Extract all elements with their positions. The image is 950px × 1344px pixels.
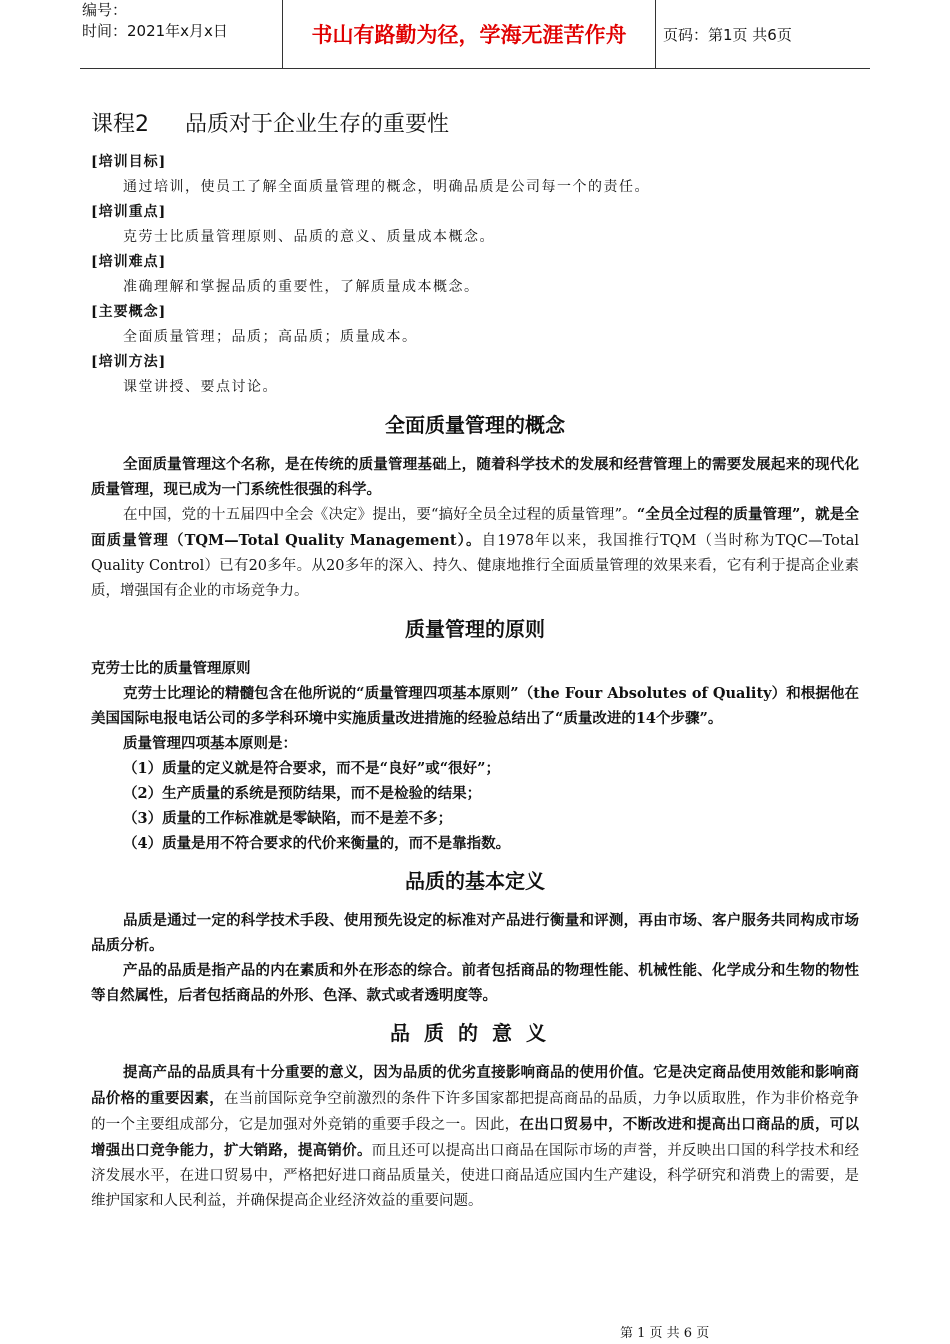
document-body (91, 108, 859, 1214)
principle-item: （3）质量的工作标准就是零缺陷，而不是差不多； (123, 810, 453, 827)
header-meta (80, 0, 280, 68)
significance-part-b: 在当前国际竞争空前激烈的条件下许多国家都把提高商品的品质，力争以质取胜，作为非价格竞争的一个主要组成部分，它是加强对外竞销的重要手段之一。因此， (91, 1091, 860, 1133)
significance-part-c: 在出口贸易中，不断改进和提高出口商品的质，可以增强出口竞争能力，扩大销路，提高销价。 (91, 1116, 860, 1159)
section-heading-significance: 品质的意义 (390, 1021, 560, 1045)
section-heading-definition: 品质的基本定义 (405, 869, 545, 893)
tqm-p2-part-a: 在中国，党的十五届四中全会《决定》提出，要“搞好全员全过程的质量管理”。 (123, 507, 637, 523)
objective-text: 通过培训，使员工了解全面质量管理的概念，明确品质是公司每一个的责任。 (123, 179, 650, 195)
method-label: [培训方法] (91, 354, 167, 370)
focus-text: 克劳士比质量管理原则、品质的意义、质量成本概念。 (123, 229, 495, 245)
page-footer: 第 1 页 共 6 页 (620, 1326, 710, 1341)
principle-item: （2）生产质量的系统是预防结果，而不是检验的结果； (123, 785, 482, 802)
method-text: 课堂讲授、要点讨论。 (123, 379, 278, 395)
page-header (80, 0, 870, 69)
tqm-p2-part-c: 自1978年以来，我国推行TQM（当时称为TQC—Total Quality Control）已有20多年。从20多年的深入、持久、健康地推行全面质量管理的效果来看，它有利于提高企业素质，增强国有企业的市场竞争力。 (91, 533, 860, 599)
course-name: 品质对于企业生存的重要性 (185, 112, 450, 137)
definition-paragraph-1: 品质是通过一定的科学技术手段、使用预先设定的标准对产品进行衡量和评测，再由市场、客户服务共同构成市场品质分析。 (91, 912, 859, 954)
tqm-paragraph-1: 全面质量管理这个名称，是在传统的质量管理基础上，随着科学技术的发展和经营管理上的需要发展起来的现代化质量管理，现已成为一门系统性很强的科学。 (91, 456, 859, 498)
difficulty-text: 准确理解和掌握品质的重要性，了解质量成本概念。 (123, 279, 480, 295)
header-motto: 书山有路勤为径，学海无涯苦作舟 (282, 0, 656, 68)
objective-label: [培训目标] (91, 154, 167, 170)
time-label: 时间：2021年x月x日 (82, 22, 228, 40)
principles-paragraph: 克劳士比理论的精髓包含在他所说的“质量管理四项基本原则”（the Four Absolutes of Quality）和根据他在美国国际电报电话公司的多学科环境中实施质量改进措施的经验总结出了“质量改进的14个步骤”。 (91, 685, 859, 727)
focus-label: [培训重点] (91, 204, 167, 220)
tqm-paragraph-2 (91, 502, 859, 604)
section-heading-principles: 质量管理的原则 (405, 617, 545, 641)
header-page-info: 页码：第1页 共6页 (663, 25, 792, 44)
section-heading-tqm: 全面质量管理的概念 (385, 413, 565, 437)
significance-part-a: 提高产品的品质具有十分重要的意义，因为品质的优劣直接影响商品的使用价值。它是决定商品使用效能和影响商品价格的重要因素， (91, 1064, 859, 1107)
course-number: 课程2 (91, 112, 149, 137)
significance-part-d: 而且还可以提高出口商品在国际市场的声誉，并反映出口国的科学技术和经济发展水平，在进口贸易中，严格把好进口商品质量关，使进口商品适应国内生产建设，科学研究和消费上的需要，是维护国家和人民利益，并确保提高企业经济效益的重要问题。 (91, 1143, 860, 1209)
principle-item: （1）质量的定义就是符合要求，而不是“良好”或“很好”； (123, 760, 500, 777)
tqm-p2-part-b: “全员全过程的质量管理”，就是全面质量管理（TQM—Total Quality Management）。 (91, 506, 859, 549)
concepts-text: 全面质量管理；品质；高品质；质量成本。 (123, 329, 418, 345)
concepts-label: [主要概念] (91, 304, 167, 320)
number-label: 编号： (82, 1, 128, 19)
page-title (91, 108, 859, 142)
definition-paragraph-2: 产品的品质是指产品的内在素质和外在形态的综合。前者包括商品的物理性能、机械性能、化学成分和生物的物性等自然属性，后者包括商品的外形、色泽、款式或者透明度等。 (91, 962, 859, 1004)
difficulty-label: [培训难点] (91, 254, 167, 270)
principles-subheading: 克劳士比的质量管理原则 (91, 660, 251, 677)
principles-intro: 质量管理四项基本原则是： (123, 735, 297, 752)
significance-paragraph (91, 1060, 859, 1214)
principle-item: （4）质量是用不符合要求的代价来衡量的，而不是靠指数。 (123, 835, 511, 852)
